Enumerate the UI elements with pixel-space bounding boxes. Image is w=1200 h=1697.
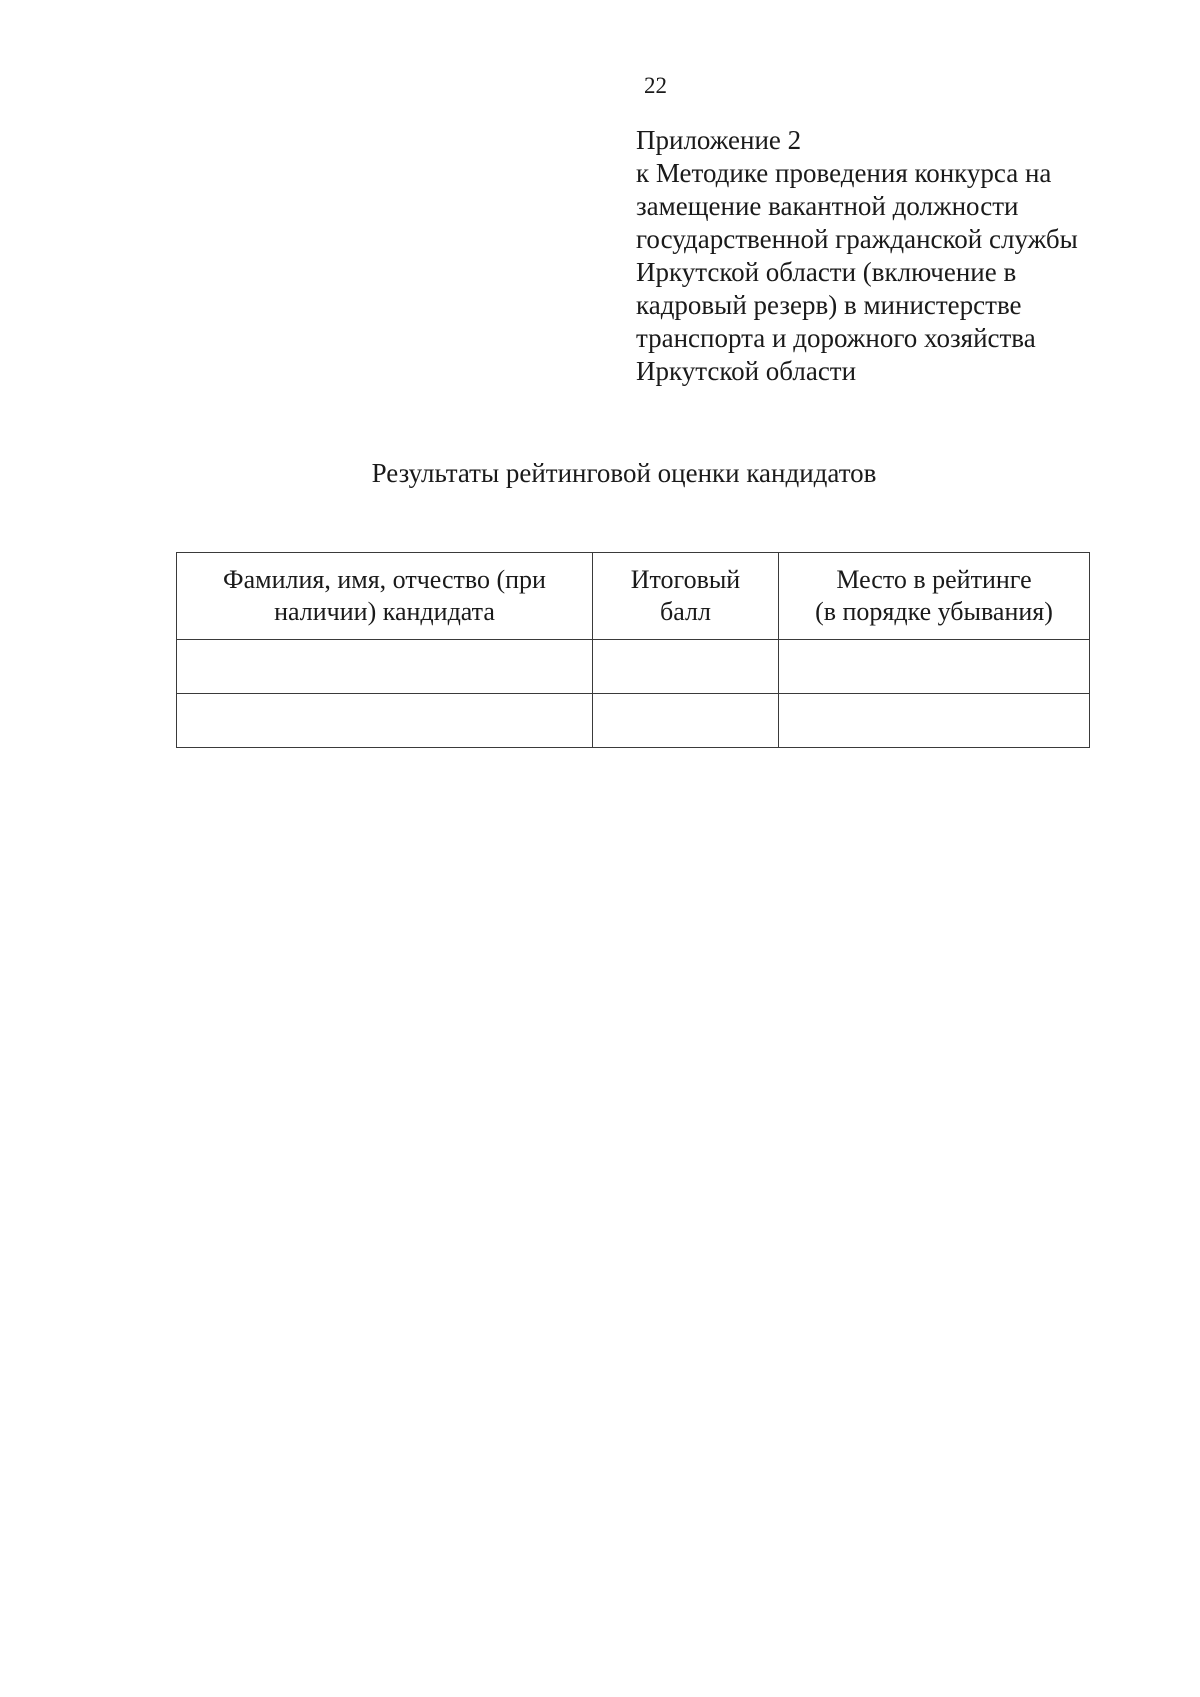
- appendix-line: Иркутской области (включение в: [636, 257, 1017, 287]
- appendix-reference: [636, 124, 1176, 388]
- cell-rating-place: [779, 640, 1090, 694]
- cell-rating-place: [779, 694, 1090, 748]
- appendix-line: Иркутской области: [636, 356, 857, 386]
- table-row: [177, 640, 1090, 694]
- header-line: Фамилия, имя, отчество (при: [223, 565, 546, 594]
- header-line: Место в рейтинге: [836, 565, 1032, 594]
- appendix-line: к Методике проведения конкурса на: [636, 158, 1052, 188]
- header-rating-place: [779, 553, 1090, 640]
- cell-candidate-name: [177, 640, 593, 694]
- header-candidate-name: [177, 553, 593, 640]
- header-line: наличии) кандидата: [274, 597, 495, 626]
- appendix-line: замещение вакантной должности: [636, 191, 1019, 221]
- appendix-line: транспорта и дорожного хозяйства: [636, 323, 1036, 353]
- document-title: Результаты рейтинговой оценки кандидатов: [371, 458, 877, 488]
- cell-total-score: [593, 694, 779, 748]
- appendix-line: государственной гражданской службы: [636, 224, 1078, 254]
- cell-total-score: [593, 640, 779, 694]
- header-line: балл: [660, 597, 711, 626]
- page-number: 22: [644, 73, 667, 98]
- appendix-line: кадровый резерв) в министерстве: [636, 290, 1022, 320]
- table-row: [177, 694, 1090, 748]
- header-line: Итоговый: [630, 565, 741, 594]
- cell-candidate-name: [177, 694, 593, 748]
- header-total-score: [593, 553, 779, 640]
- rating-results-table: [176, 552, 1090, 748]
- table-header-row: [177, 553, 1090, 640]
- appendix-line: Приложение 2: [636, 125, 802, 155]
- header-line: (в порядке убывания): [815, 597, 1053, 626]
